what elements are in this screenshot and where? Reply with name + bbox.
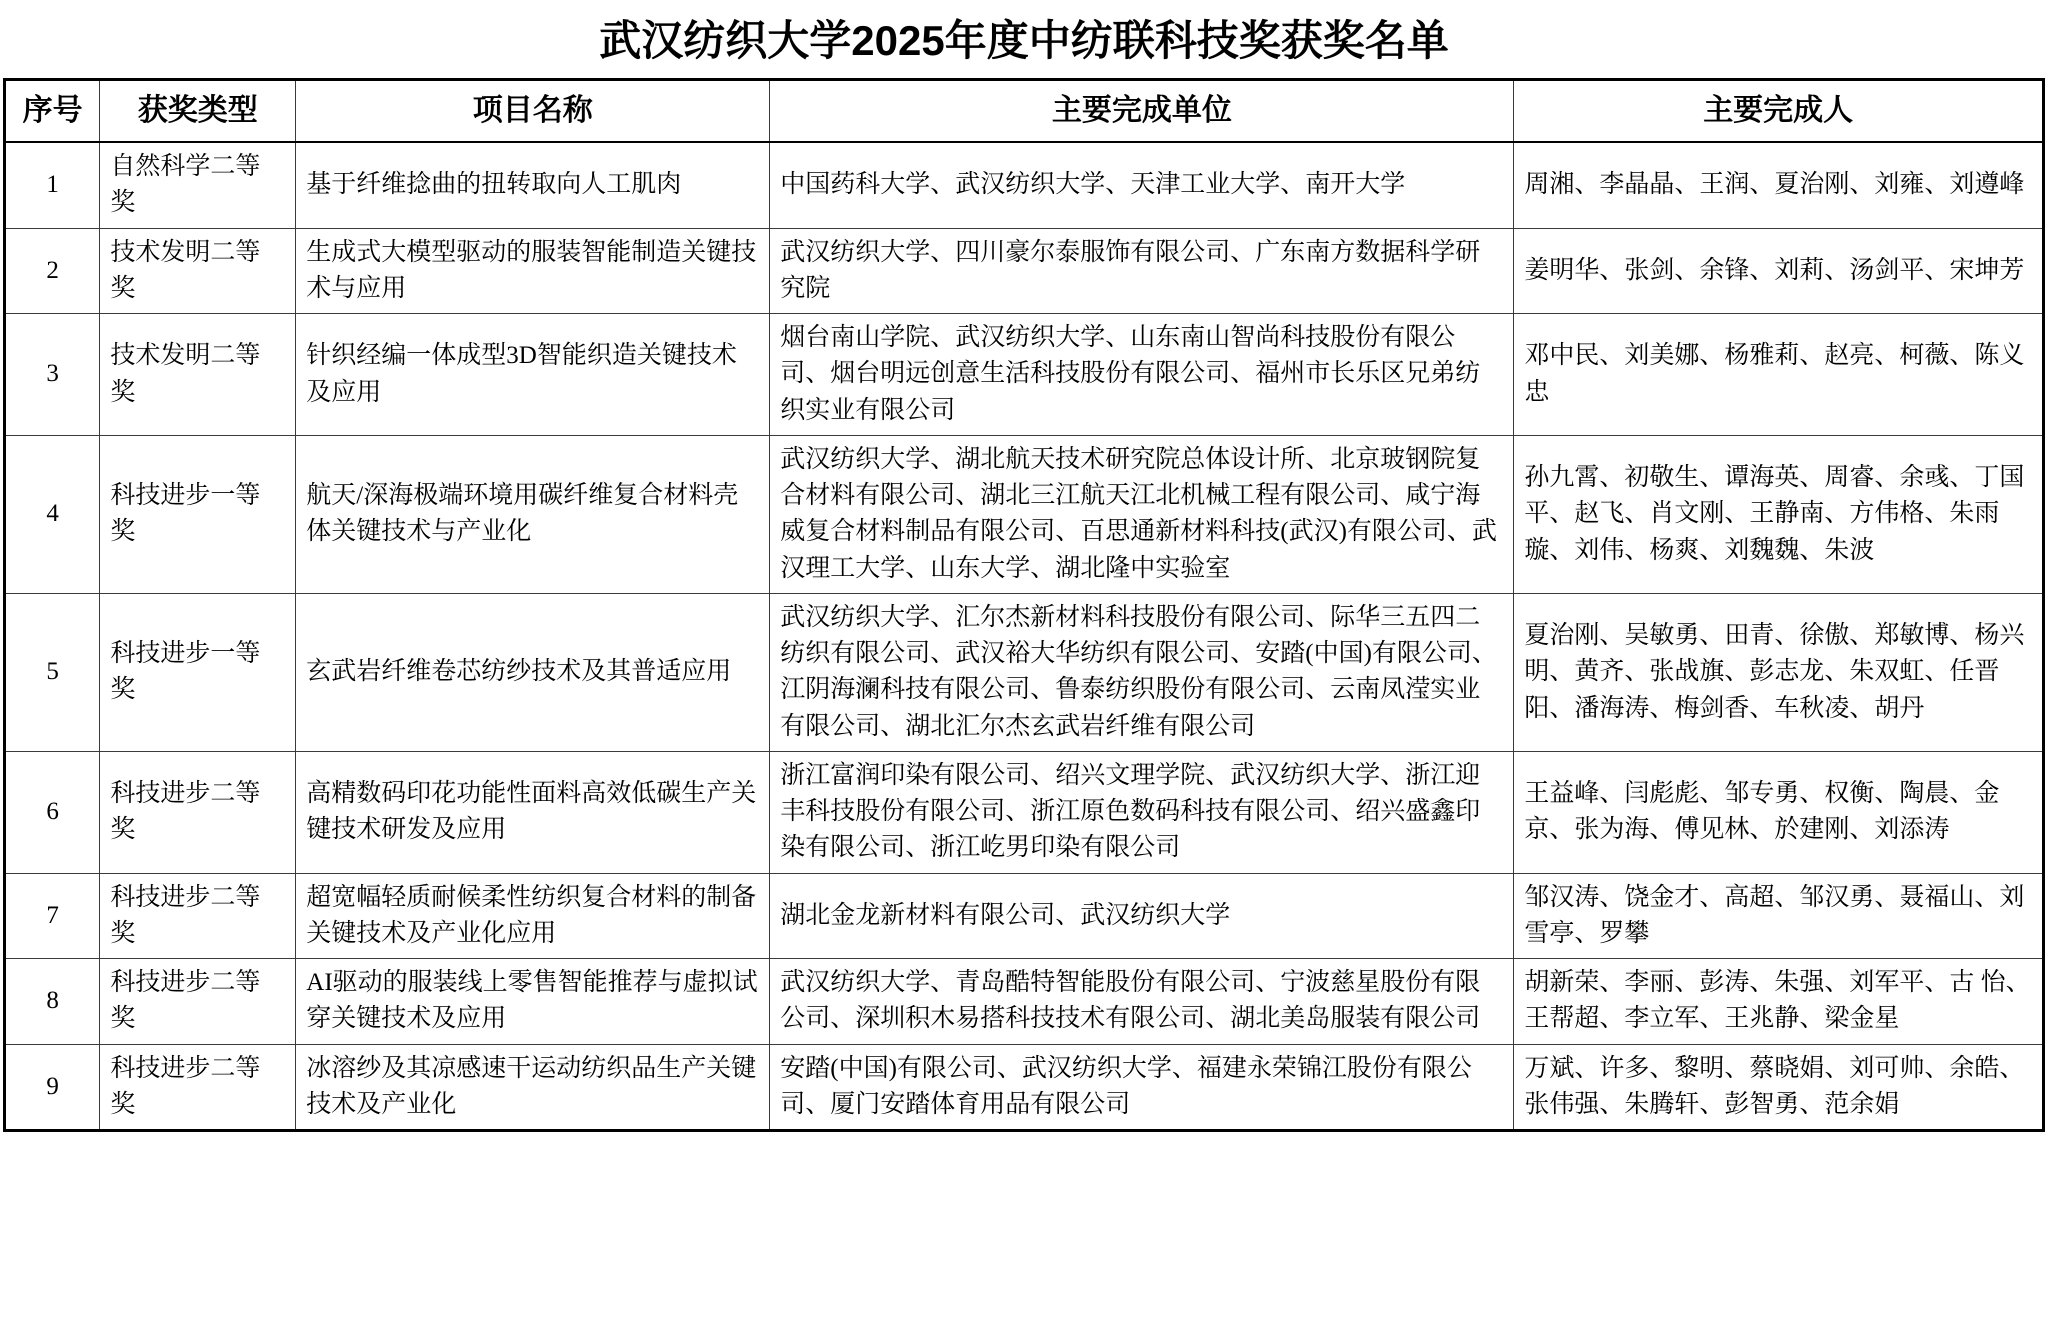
cell-index: 1 bbox=[5, 142, 100, 228]
cell-index: 6 bbox=[5, 751, 100, 873]
cell-main-persons: 周湘、李晶晶、王润、夏治刚、刘雍、刘遵峰 bbox=[1514, 142, 2044, 228]
cell-main-persons: 邹汉涛、饶金才、高超、邹汉勇、聂福山、刘雪亭、罗攀 bbox=[1514, 873, 2044, 959]
cell-award-type: 科技进步一等奖 bbox=[100, 435, 296, 593]
table-row bbox=[5, 435, 2044, 593]
cell-main-persons: 夏治刚、吴敏勇、田青、徐傲、郑敏博、杨兴明、黄齐、张战旗、彭志龙、朱双虹、任晋阳、潘海涛、梅剑香、车秋凌、胡丹 bbox=[1514, 593, 2044, 751]
table-row bbox=[5, 228, 2044, 314]
cell-index: 5 bbox=[5, 593, 100, 751]
cell-award-type: 科技进步二等奖 bbox=[100, 873, 296, 959]
cell-project-name: 基于纤维捻曲的扭转取向人工肌肉 bbox=[296, 142, 770, 228]
column-header-main-units: 主要完成单位 bbox=[770, 80, 1514, 143]
cell-award-type: 自然科学二等奖 bbox=[100, 142, 296, 228]
cell-index: 8 bbox=[5, 959, 100, 1045]
table-body bbox=[5, 142, 2044, 1131]
cell-award-type: 科技进步二等奖 bbox=[100, 751, 296, 873]
table-header-row bbox=[5, 80, 2044, 143]
cell-project-name: 玄武岩纤维卷芯纺纱技术及其普适应用 bbox=[296, 593, 770, 751]
cell-main-units: 武汉纺织大学、汇尔杰新材料科技股份有限公司、际华三五四二纺织有限公司、武汉裕大华纺织有限公司、安踏(中国)有限公司、江阴海澜科技有限公司、鲁泰纺织股份有限公司、云南凤滢实业有限公司、湖北汇尔杰玄武岩纤维有限公司 bbox=[770, 593, 1514, 751]
cell-main-persons: 孙九霄、初敬生、谭海英、周睿、余彧、丁国平、赵飞、肖文刚、王静南、方伟格、朱雨璇、刘伟、杨爽、刘魏魏、朱波 bbox=[1514, 435, 2044, 593]
cell-project-name: AI驱动的服装线上零售智能推荐与虚拟试穿关键技术及应用 bbox=[296, 959, 770, 1045]
cell-index: 9 bbox=[5, 1044, 100, 1131]
table-row bbox=[5, 751, 2044, 873]
cell-award-type: 科技进步二等奖 bbox=[100, 959, 296, 1045]
cell-award-type: 科技进步一等奖 bbox=[100, 593, 296, 751]
award-list-table bbox=[3, 78, 2045, 1132]
cell-main-persons: 胡新荣、李丽、彭涛、朱强、刘军平、古 怡、王帮超、李立军、王兆静、梁金星 bbox=[1514, 959, 2044, 1045]
cell-main-units: 安踏(中国)有限公司、武汉纺织大学、福建永荣锦江股份有限公司、厦门安踏体育用品有限公司 bbox=[770, 1044, 1514, 1131]
cell-main-units: 湖北金龙新材料有限公司、武汉纺织大学 bbox=[770, 873, 1514, 959]
table-header bbox=[5, 80, 2044, 143]
cell-project-name: 生成式大模型驱动的服装智能制造关键技术与应用 bbox=[296, 228, 770, 314]
page-title: 武汉纺织大学2025年度中纺联科技奖获奖名单 bbox=[599, 17, 1449, 64]
cell-index: 4 bbox=[5, 435, 100, 593]
cell-index: 3 bbox=[5, 314, 100, 436]
cell-main-units: 中国药科大学、武汉纺织大学、天津工业大学、南开大学 bbox=[770, 142, 1514, 228]
column-header-project-name: 项目名称 bbox=[296, 80, 770, 143]
cell-main-units: 浙江富润印染有限公司、绍兴文理学院、武汉纺织大学、浙江迎丰科技股份有限公司、浙江原色数码科技有限公司、绍兴盛鑫印染有限公司、浙江屹男印染有限公司 bbox=[770, 751, 1514, 873]
cell-project-name: 超宽幅轻质耐候柔性纺织复合材料的制备关键技术及产业化应用 bbox=[296, 873, 770, 959]
cell-main-persons: 万斌、许多、黎明、蔡晓娟、刘可帅、余皓、张伟强、朱腾轩、彭智勇、范余娟 bbox=[1514, 1044, 2044, 1131]
cell-main-units: 烟台南山学院、武汉纺织大学、山东南山智尚科技股份有限公司、烟台明远创意生活科技股份有限公司、福州市长乐区兄弟纺织实业有限公司 bbox=[770, 314, 1514, 436]
table-row bbox=[5, 142, 2044, 228]
cell-project-name: 航天/深海极端环境用碳纤维复合材料壳体关键技术与产业化 bbox=[296, 435, 770, 593]
column-header-main-persons: 主要完成人 bbox=[1514, 80, 2044, 143]
cell-project-name: 高精数码印花功能性面料高效低碳生产关键技术研发及应用 bbox=[296, 751, 770, 873]
table-row bbox=[5, 1044, 2044, 1131]
column-header-index: 序号 bbox=[5, 80, 100, 143]
cell-main-units: 武汉纺织大学、青岛酷特智能股份有限公司、宁波慈星股份有限公司、深圳积木易搭科技技术有限公司、湖北美岛服装有限公司 bbox=[770, 959, 1514, 1045]
table-row bbox=[5, 959, 2044, 1045]
table-row bbox=[5, 873, 2044, 959]
cell-award-type: 技术发明二等奖 bbox=[100, 228, 296, 314]
cell-main-persons: 王益峰、闫彪彪、邹专勇、权衡、陶晨、金京、张为海、傅见林、於建刚、刘添涛 bbox=[1514, 751, 2044, 873]
column-header-award-type: 获奖类型 bbox=[100, 80, 296, 143]
table-row bbox=[5, 314, 2044, 436]
cell-main-units: 武汉纺织大学、湖北航天技术研究院总体设计所、北京玻钢院复合材料有限公司、湖北三江航天江北机械工程有限公司、咸宁海威复合材料制品有限公司、百思通新材料科技(武汉)有限公司、武汉理工大学、山东大学、湖北隆中实验室 bbox=[770, 435, 1514, 593]
cell-main-persons: 邓中民、刘美娜、杨雅莉、赵亮、柯薇、陈义忠 bbox=[1514, 314, 2044, 436]
cell-main-persons: 姜明华、张剑、余锋、刘莉、汤剑平、宋坤芳 bbox=[1514, 228, 2044, 314]
cell-main-units: 武汉纺织大学、四川豪尔泰服饰有限公司、广东南方数据科学研究院 bbox=[770, 228, 1514, 314]
cell-award-type: 技术发明二等奖 bbox=[100, 314, 296, 436]
cell-project-name: 针织经编一体成型3D智能织造关键技术及应用 bbox=[296, 314, 770, 436]
cell-index: 7 bbox=[5, 873, 100, 959]
cell-award-type: 科技进步二等奖 bbox=[100, 1044, 296, 1131]
cell-project-name: 冰溶纱及其凉感速干运动纺织品生产关键技术及产业化 bbox=[296, 1044, 770, 1131]
cell-index: 2 bbox=[5, 228, 100, 314]
table-row bbox=[5, 593, 2044, 751]
